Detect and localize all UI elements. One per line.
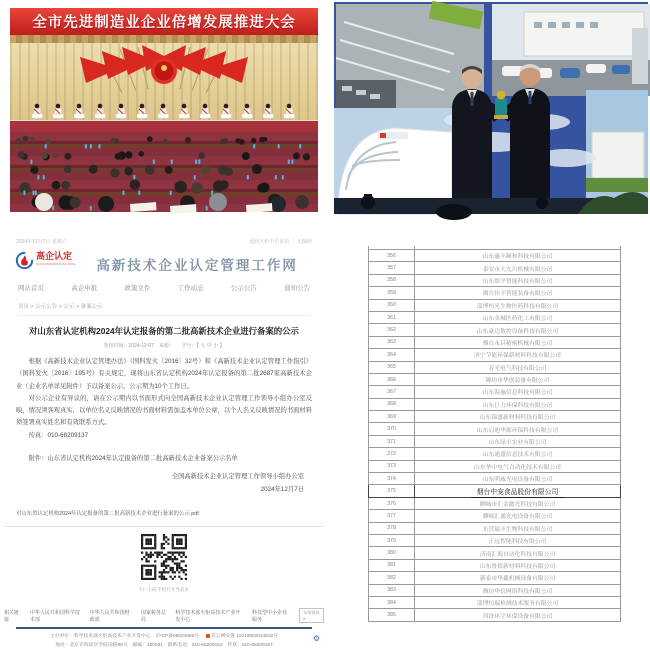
row-number: 356 [369, 250, 415, 262]
table-row [369, 460, 621, 472]
qr-code [141, 534, 187, 580]
company-name: 山东豪迈数控设备科技有限公司 [415, 324, 621, 336]
company-name: 潍坊市华创装备有限公司 [415, 373, 621, 385]
website-screenshot [4, 234, 324, 648]
company-name: 山东启迪华源环保科技有限公司 [415, 423, 621, 435]
table-row [369, 299, 621, 311]
breadcrumb[interactable]: 首页 > 公示公告 > 公示 > 备案公示 [18, 302, 310, 316]
footer-link-4[interactable]: 国家税务总局 [140, 609, 166, 623]
article-paragraph: 根据《高新技术企业认定管理办法》（国科发火〔2016〕32号）和《高新技术企业认定管理工作指引》（国科发火〔2016〕195号）有关规定，现将山东省认定机构2024年认定报备的第二批2687家高新技术企业（企业名单详见附件）予以备案公示，公示期为10个工作日。 [16, 358, 312, 390]
signature-date: 2024年12月7日 [260, 486, 304, 494]
site-topbar [4, 234, 324, 245]
table-row [369, 336, 621, 348]
footer-link-2[interactable]: 中华人民共和国科学技术部 [29, 609, 80, 623]
site-header [4, 245, 324, 274]
company-listing [368, 246, 621, 622]
row-number: 375 [369, 485, 415, 497]
row-number: 359 [369, 287, 415, 299]
row-number: 365 [369, 361, 415, 373]
table-row [369, 547, 621, 559]
table-row [369, 448, 621, 460]
row-number: 377 [369, 510, 415, 522]
row-number: 378 [369, 522, 415, 534]
table-row [369, 584, 621, 596]
award-photo [334, 2, 648, 214]
company-name: 正远智能科技有限公司 [415, 534, 621, 546]
table-row [369, 373, 621, 385]
company-name: 山东华中电气自动化技术有限公司 [415, 460, 621, 472]
row-number: 373 [369, 460, 415, 472]
company-name: 山东维平智能科技有限公司 [415, 274, 621, 286]
article-meta: 发布时间：2024-12-07 来源： 字号：【 大 中 小 】 [103, 343, 225, 349]
nav-item-2[interactable]: 高企申报 [71, 285, 98, 292]
table-row [369, 349, 621, 361]
friend-links-select[interactable]: 友情链接 ▾ [299, 608, 324, 623]
company-name: 淄博恒光生物医药科技有限公司 [415, 299, 621, 311]
nav-item-1[interactable]: 网站首页 [18, 285, 44, 292]
table-row [369, 510, 621, 522]
company-name: 菏泽环宇环保设备有限公司 [415, 609, 621, 621]
article-title: 对山东省认定机构2024年认定报备的第二批高新技术企业进行备案的公示 [29, 326, 299, 336]
row-number: 366 [369, 373, 415, 385]
row-number: 361 [369, 311, 415, 323]
article-divider [4, 526, 324, 527]
table-row [369, 324, 621, 336]
company-name: 东营瑞丰生物科技有限公司 [415, 522, 621, 534]
footer-link-3[interactable]: 中华人民共和国财政部 [89, 609, 130, 623]
company-name: 聊城市汇金激光科技有限公司 [415, 497, 621, 509]
row-number: 368 [369, 398, 415, 410]
table-row [369, 435, 621, 447]
logo-name: 高企认定 [36, 251, 73, 261]
company-name: 聊城汇通光电设备有限公司 [415, 510, 621, 522]
table-row [369, 497, 621, 509]
table-row [369, 473, 621, 485]
footer-link-6[interactable]: 科技型中小企业服务 [252, 609, 288, 623]
table-row [369, 596, 621, 608]
row-number: 384 [369, 596, 415, 608]
table-row [369, 398, 621, 410]
table-row [369, 361, 621, 373]
row-number: 360 [369, 299, 415, 311]
article-paragraph: 对公示企业有异议的，请在公示期内以书面形式向全国高新技术企业认定管理工作领导小组办公室反映，情况须客观真实，以单位名义反映情况的书面材料需加盖本单位公章，以个人名义反映情况的书面材料须签署真实姓名和有效联系方式。 [16, 394, 312, 427]
logo-text [36, 252, 80, 266]
table-row [369, 522, 621, 534]
footer-text [4, 633, 324, 650]
row-number: 357 [369, 262, 415, 274]
audience-heads [10, 132, 318, 212]
company-name: 山东明威光电设备有限公司 [415, 473, 621, 485]
footer-links [4, 608, 324, 623]
table-row [369, 609, 621, 621]
table-row [369, 287, 621, 299]
company-name: 烟台永昌精密机械有限公司 [415, 336, 621, 348]
torch-logo-icon [16, 252, 33, 269]
table-row [369, 262, 621, 274]
row-number: 364 [369, 349, 415, 361]
company-name: 山东惠丰颐和科技有限公司 [415, 250, 621, 262]
row-number: 383 [369, 584, 415, 596]
company-name: 烟台伟丰智能装备有限公司 [415, 287, 621, 299]
site-nav [4, 283, 324, 292]
company-name: 山东巨力环保科技有限公司 [415, 398, 621, 410]
table-row [369, 534, 621, 546]
conference-banner-title: 全市先进制造业企业倍增发展推进大会 [32, 15, 296, 31]
row-number: 380 [369, 547, 415, 559]
nav-item-6[interactable]: 通知公告 [283, 285, 310, 292]
company-name: 山东海惠信息科技有限公司 [415, 386, 621, 398]
company-name: 淄博恒瑞检测技术服务有限公司 [415, 596, 621, 608]
company-name: 山东绿丰实业有限公司 [415, 435, 621, 447]
company-name: 山东通盛信息技术有限公司 [415, 448, 621, 460]
nav-item-4[interactable]: 工作动态 [177, 285, 204, 292]
row-number: 379 [369, 534, 415, 546]
table-row [369, 411, 621, 423]
signature-org: 全国高新技术企业认定管理工作领导小组办公室 [171, 472, 304, 480]
topbar-links[interactable]: 返回火炬中心首页 ｜ 无障碍 [249, 239, 312, 245]
company-name: 山东鲁银新材料科技有限公司 [415, 559, 621, 571]
table-row [369, 572, 621, 584]
row-number: 374 [369, 473, 415, 485]
article-attachment: 附件：山东省认定机构2024年认定报备的第二批高新技术企业备案公示名单 [28, 454, 238, 462]
table-row [369, 311, 621, 323]
company-table [368, 246, 621, 622]
table-row [369, 423, 621, 435]
company-name: 泰安市大九川机械有限公司 [415, 262, 621, 274]
row-number: 385 [369, 609, 415, 621]
company-name: 山东锦盛新材料科技有限公司 [415, 411, 621, 423]
article-signature-block [4, 470, 304, 496]
footer-divider-bar [16, 627, 312, 629]
table-row [369, 386, 621, 398]
qr-wrap [4, 534, 324, 593]
row-number: 382 [369, 572, 415, 584]
footer-link-1[interactable]: 相关链接 [4, 609, 20, 623]
article-fax-line: 传真：010-68209137 [28, 431, 89, 439]
row-number: 381 [369, 559, 415, 571]
nav-item-3[interactable]: 政策文件 [124, 285, 151, 292]
qr-caption: 扫一扫在手机打开当前页 [139, 587, 189, 593]
security-badge-icon [206, 634, 210, 638]
nav-item-5[interactable]: 公示公告 [230, 285, 257, 292]
table-row [369, 274, 621, 286]
row-number: 358 [369, 274, 415, 286]
row-number: 367 [369, 386, 415, 398]
company-name: 新泰市华鑫机械设备有限公司 [415, 572, 621, 584]
logo-tagline: GAOQI RENDING FUWU WANG [36, 262, 76, 266]
topbar-date: 2024年12月7日 星期六 [16, 239, 67, 245]
company-name: 山东金城医药化工有限公司 [415, 311, 621, 323]
footer-link-5[interactable]: 科学技术部火炬高技术产业开发中心 [175, 609, 241, 623]
row-number: 376 [369, 497, 415, 509]
award-photo-art [334, 2, 648, 214]
row-number: 363 [369, 336, 415, 348]
company-name: 烟台中宠食品股份有限公司 [415, 485, 621, 497]
table-row [369, 485, 621, 497]
row-number: 369 [369, 411, 415, 423]
conference-banner [10, 8, 318, 35]
footer-line1: 主办单位：科学技术部火炬高技术产业开发中心 京ICP备05034685号 京公网安备 11010802034632号 [49, 634, 279, 640]
company-name: 潍坊华信网络科技有限公司 [415, 584, 621, 596]
site-title: 高新技术企业认定管理工作网 [96, 258, 298, 273]
company-name: 济宁节能环保新材料科技有限公司 [415, 349, 621, 361]
row-number: 372 [369, 448, 415, 460]
table-row [369, 559, 621, 571]
company-name: 春光电气科技有限公司 [415, 361, 621, 373]
footer-line2: 地址：北京市海淀区学院南路86号 邮编：100081 联系电话：010-68209152 传真：010-68209157 [55, 642, 273, 648]
table-row [369, 250, 621, 262]
row-number: 371 [369, 435, 415, 447]
row-number: 362 [369, 324, 415, 336]
attachment-pdf-link[interactable]: 对山东省认定机构2024年认定报备的第二批高新技术企业进行备案的公示.pdf [16, 511, 199, 518]
article-body [16, 356, 312, 442]
company-name: 济南汇海自动化科技有限公司 [415, 547, 621, 559]
gear-icon[interactable]: ⚙ [312, 634, 320, 644]
conference-photo [10, 8, 318, 212]
row-number: 370 [369, 423, 415, 435]
